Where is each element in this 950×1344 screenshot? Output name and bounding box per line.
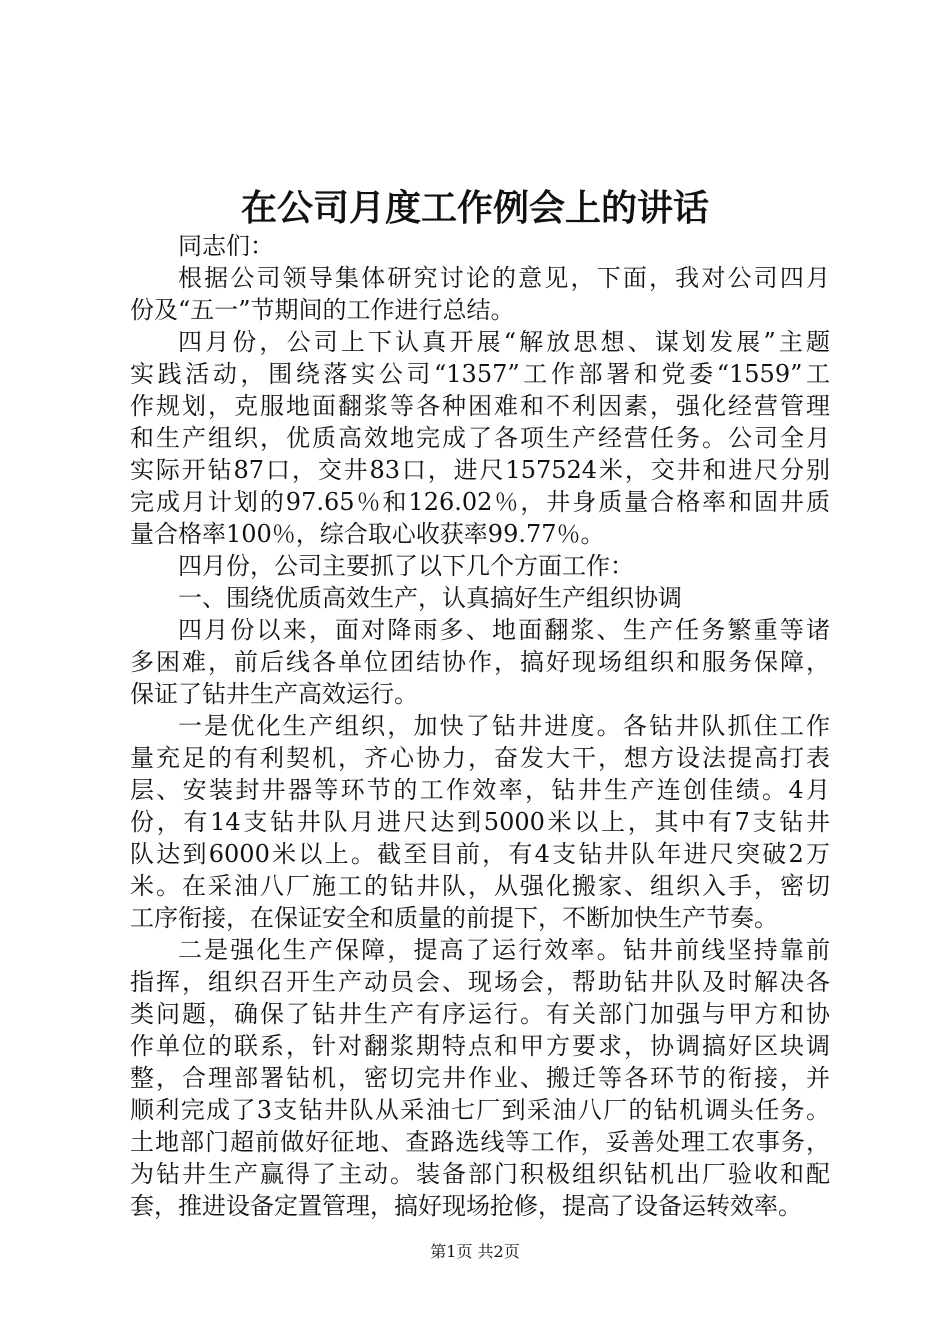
text-line: 作规划，克服地面翻浆等各种困难和不利因素，强化经营管理 bbox=[130, 392, 830, 420]
page-number-footer: 第1页 共2页 bbox=[430, 1242, 520, 1261]
text-line: 米。在采油八厂施工的钻井队，从强化搬家、组织入手，密切 bbox=[130, 872, 830, 900]
text-line: 根据公司领导集体研究讨论的意见，下面，我对公司四月 bbox=[178, 264, 830, 292]
text-line: 多困难，前后线各单位团结协作，搞好现场组织和服务保障， bbox=[130, 648, 830, 676]
text-line: 作单位的联系，针对翻浆期特点和甲方要求，协调搞好区块调 bbox=[130, 1032, 830, 1060]
salutation-line: 同志们： bbox=[178, 232, 274, 260]
text-line: 顺利完成了3支钻井队从采油七厂到采油八厂的钻机调头任务。 bbox=[130, 1096, 830, 1124]
text-line: 指挥，组织召开生产动员会、现场会，帮助钻井队及时解决各 bbox=[130, 968, 830, 996]
text-line: 量合格率100％，综合取心收获率99.77％。 bbox=[130, 520, 605, 548]
text-line: 完成月计划的97.65％和126.02％，井身质量合格率和固井质 bbox=[130, 488, 830, 516]
document-title: 在公司月度工作例会上的讲话 bbox=[240, 187, 709, 229]
text-line: 份及“五一”节期间的工作进行总结。 bbox=[130, 296, 515, 324]
document-body bbox=[130, 230, 830, 1222]
text-line: 整，合理部署钻机，密切完井作业、搬迁等各环节的衔接，并 bbox=[130, 1064, 830, 1092]
text-line: 土地部门超前做好征地、查路选线等工作，妥善处理工农事务， bbox=[130, 1128, 830, 1156]
text-line: 四月份，公司主要抓了以下几个方面工作： bbox=[178, 552, 634, 580]
text-line: 一是优化生产组织，加快了钻井进度。各钻井队抓住工作 bbox=[178, 712, 830, 740]
text-line: 四月份，公司上下认真开展“解放思想、谋划发展”主题 bbox=[178, 328, 830, 356]
text-line: 四月份以来，面对降雨多、地面翻浆、生产任务繁重等诸 bbox=[178, 616, 830, 644]
text-line: 实际开钻87口，交井83口，进尺157524米，交井和进尺分别 bbox=[130, 456, 830, 484]
text-line: 层、安装封井器等环节的工作效率，钻井生产连创佳绩。4月 bbox=[130, 776, 830, 804]
text-line: 套，推进设备定置管理，搞好现场抢修，提高了设备运转效率。 bbox=[130, 1192, 802, 1220]
text-line: 保证了钻井生产高效运行。 bbox=[130, 680, 418, 708]
text-line: 队达到6000米以上。截至目前，有4支钻井队年进尺突破2万 bbox=[130, 840, 830, 868]
text-line: 为钻井生产赢得了主动。装备部门积极组织钻机出厂验收和配 bbox=[130, 1160, 830, 1188]
text-line: 和生产组织，优质高效地完成了各项生产经营任务。公司全月 bbox=[130, 424, 830, 452]
text-line: 工序衔接，在保证安全和质量的前提下，不断加快生产节奏。 bbox=[130, 904, 778, 932]
text-line: 类问题，确保了钻井生产有序运行。有关部门加强与甲方和协 bbox=[130, 1000, 830, 1028]
text-line: 份，有14支钻井队月进尺达到5000米以上，其中有7支钻井 bbox=[130, 808, 830, 836]
text-line: 二是强化生产保障，提高了运行效率。钻井前线坚持靠前 bbox=[178, 936, 830, 964]
text-line: 量充足的有利契机，齐心协力，奋发大干，想方设法提高打表 bbox=[130, 744, 830, 772]
text-line: 实践活动，围绕落实公司“1357”工作部署和党委“1559”工 bbox=[130, 360, 830, 388]
section-heading: 一、围绕优质高效生产，认真搞好生产组织协调 bbox=[178, 584, 682, 612]
